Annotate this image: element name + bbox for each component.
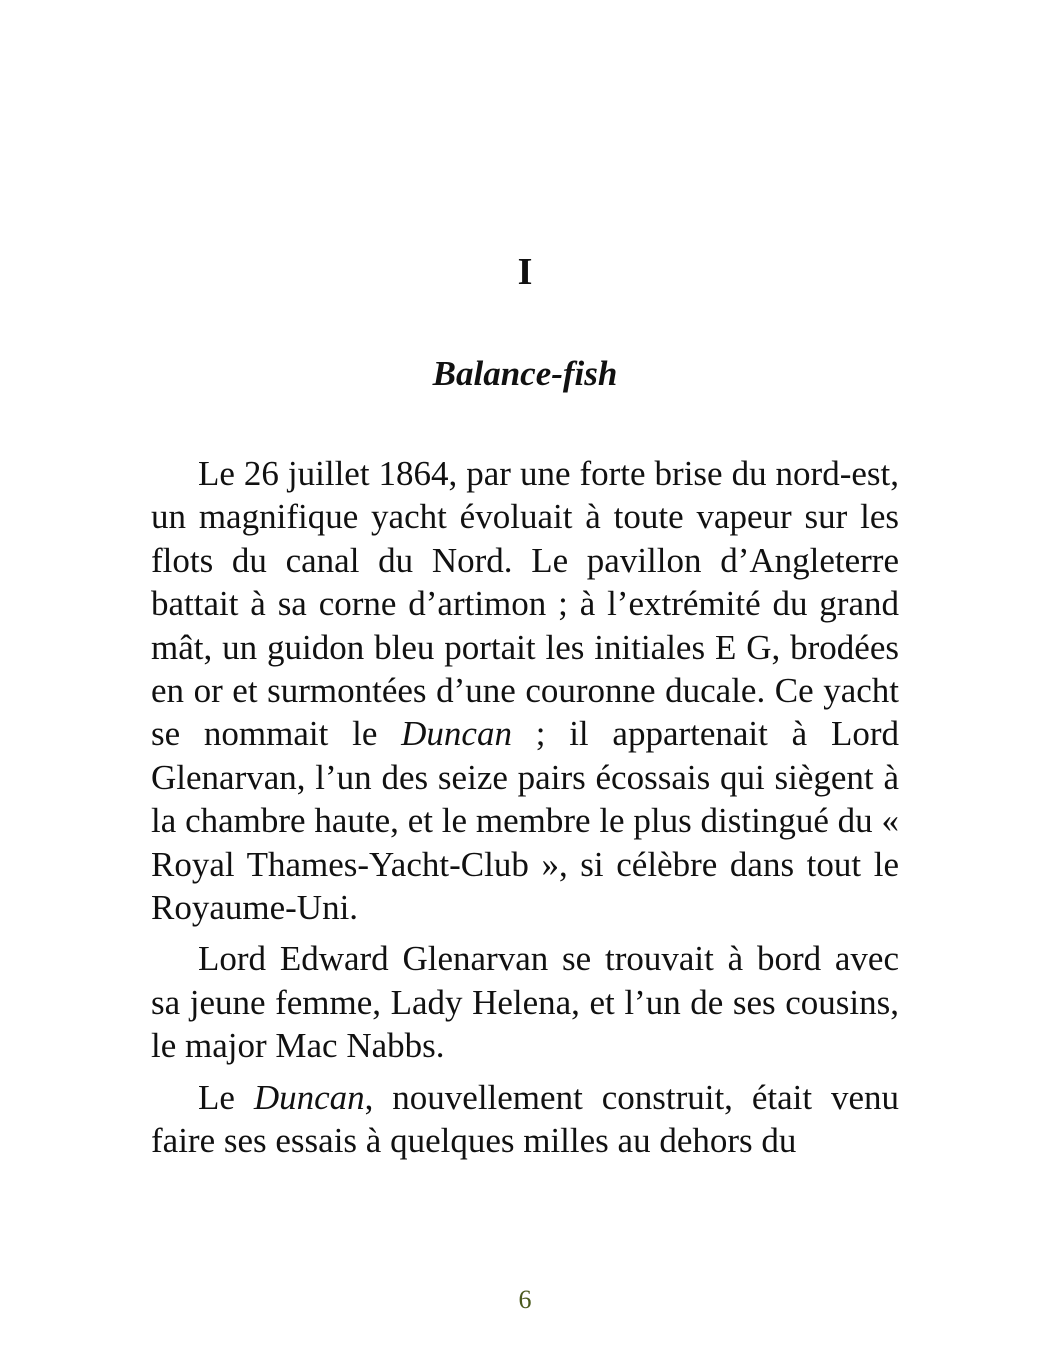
chapter-number: I (517, 251, 533, 293)
ship-name-duncan: Duncan (401, 714, 512, 754)
page-number: 6 (518, 1285, 532, 1314)
paragraph-1-text-b: ; il appartenait à Lord Glenarvan, l’un des seize pairs écossais qui siègent à la chambre haute, et le membre le plus distingué du « Royal Thames-Yacht-Club », si célèbre dans tout le Royaume-Uni. (151, 714, 899, 928)
chapter-title: Balance-fish (432, 354, 618, 393)
paragraph-3-text-a: Le (198, 1077, 254, 1117)
paragraph-3 (151, 1076, 899, 1163)
paragraph-1-text-a: Le 26 juillet 1864, par une forte brise du nord-est, un magnifique yacht évoluait à toute vapeur sur les flots du canal du Nord. Le pavillon d’Angleterre battait à sa corne d’artimon ; à l’extrémité du grand mât, un guidon bleu portait les initiales E G, brodées en or et surmontées d’une couronne ducale. Ce yacht se nommait le (151, 454, 899, 754)
body-text (151, 452, 899, 1171)
paragraph-2: Lord Edward Glenarvan se trouvait à bord avec sa jeune femme, Lady Helena, et l’un de ses cousins, le major Mac Nabbs. (151, 939, 899, 1066)
paragraph-3-text-b: , nouvellement construit, était venu faire ses essais à quelques milles au dehors du (151, 1077, 900, 1161)
ship-name-duncan: Duncan (253, 1077, 365, 1117)
paragraph-1 (151, 452, 899, 929)
